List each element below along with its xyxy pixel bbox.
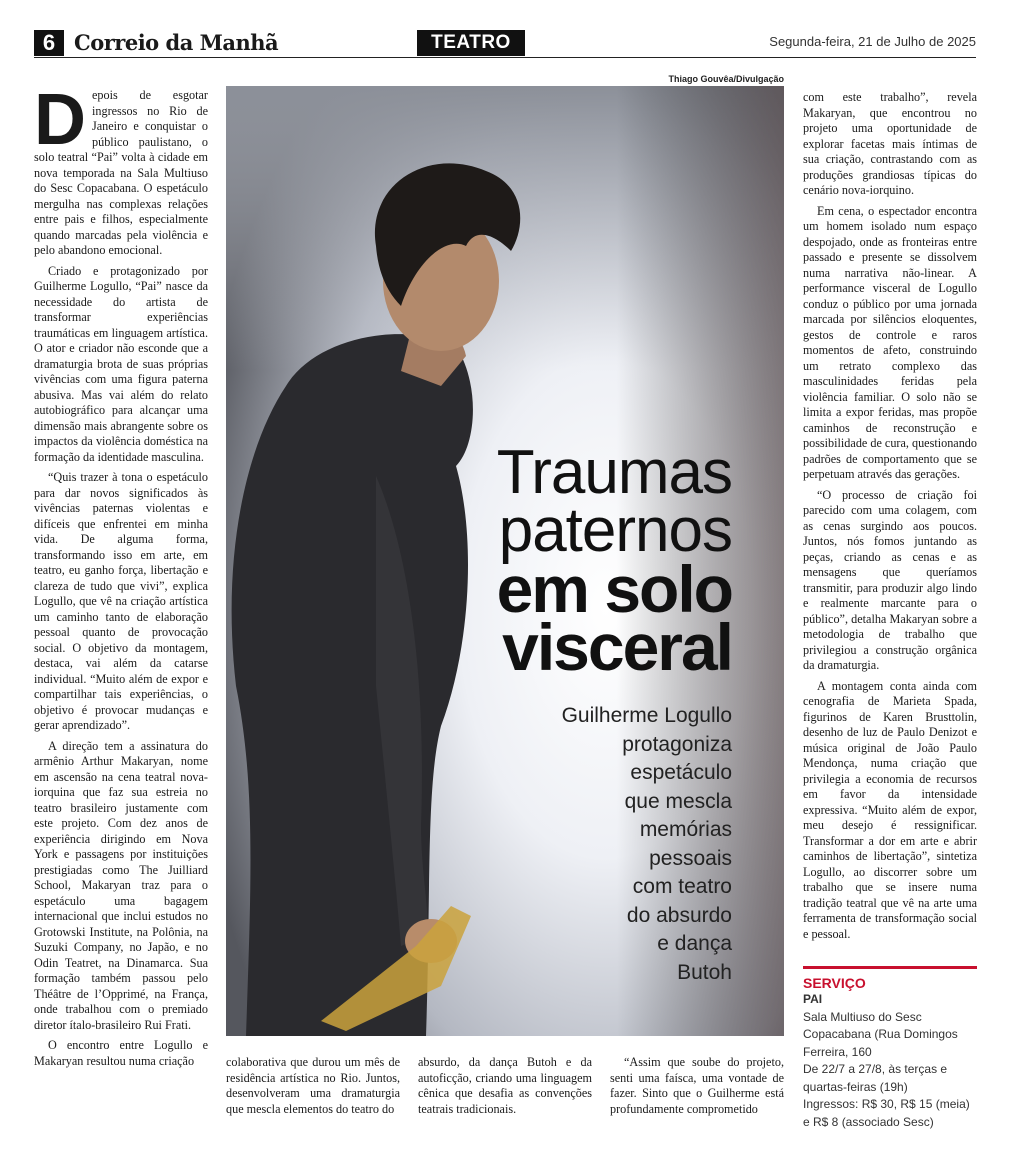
- paragraph: [34, 88, 208, 259]
- article-column-2: colaborativa que durou um mês de residência artística no Rio. Juntos, desenvolveram uma dramaturgia que mescla elementos do teatro do: [226, 1055, 400, 1116]
- paragraph: com este trabalho”, revela Makaryan, que encontrou no projeto uma oportunidade de explorar facetas mais íntimas de sua criação, contrastando com as produções grandiosas típicas do cenário nova-iorquino.: [803, 90, 977, 197]
- paragraph: A montagem conta ainda com cenografia de Marieta Spada, figurinos de Karen Brusttolin, desenho de luz de Paulo Denizot e música original de João Paulo Mendonça, numa criação que privilegia a economia de recursos em favor da intensidade expressiva. “Muito além de expor, meu desejo é ressignificar. Transformar a dor em arte e abrir caminhos de libertação”, sintetiza Logullo, ao discorrer sobre um trabalho que se insere numa tradição teatral que vê na arte uma ferramenta de transformação social e pessoal.: [803, 678, 977, 941]
- paragraph: “Quis trazer à tona o espetáculo para dar novos significados às vivências paternas violentas e difíceis que enfrentei em minha vida. De alguma forma, transformando isso em arte, em teatro, eu ganho força, libertação e clareza de tudo que vivi”, explica Logullo, que vê na criação artística um caminho tanto de elaboração pessoal quanto de provocação social. O objetivo da montagem, destaca, vai além da catarse individual. “Muito além de expor e compartilhar tais experiências, o objetivo é provocar mudanças e gerar aprendizado”.: [34, 470, 208, 732]
- paragraph: Em cena, o espectador encontra um homem isolado num espaço despojado, onde as fronteiras entre passado e presente se dissolvem numa narrativa não-linear. A performance visceral de Logullo conduz o público por uma jornada marcada por silêncios eloquentes, gestos de controle e raros momentos de afeto, construindo um retrato complexo das masculinidades feridas pela violência familiar. O solo não se limita a expor feridas, mas propõe caminhos de reconstrução e possibilidade de cura, questionando padrões de comportamento que se perpetuam através das gerações.: [803, 203, 977, 481]
- subheadline-line: e dança: [657, 932, 732, 955]
- subheadline-line: pessoais: [649, 846, 732, 870]
- subheadline-line: com teatro: [632, 875, 732, 898]
- headline-line: visceral: [502, 610, 732, 684]
- subheadline-line: memórias: [639, 818, 732, 841]
- ticket-info: Ingressos: R$ 30, R$ 15 (meia) e R$ 8 (associado Sesc): [803, 1097, 970, 1129]
- venue-info: Sala Multiuso do Sesc Copacabana (Rua Domingos Ferreira, 160: [803, 1009, 958, 1059]
- issue-date: Segunda-feira, 21 de Julho de 2025: [769, 34, 976, 49]
- subheadline-line: do absurdo: [626, 903, 732, 927]
- page-header: [34, 30, 976, 58]
- subheadline-line: espetáculo: [630, 761, 732, 784]
- drop-cap: D: [34, 88, 86, 160]
- newspaper-name: Correio da Manhã: [74, 30, 279, 55]
- article-column-1: [34, 88, 208, 1138]
- subheadline: [502, 702, 732, 987]
- page-number: 6: [34, 30, 64, 56]
- paragraph: Criado e protagonizado por Guilherme Logullo, “Pai” nasce da necessidade do artista de transformar experiências traumáticas em linguagem artística. O ator e criador não esconde que a dramaturgia brota de suas próprias vivências com uma figura paterna abusiva. Mas vai além do relato autobiográfico para alcançar uma dimensão mais abrangente sobre os impactos da violência doméstica na formação da identidade masculina.: [34, 263, 208, 464]
- show-name: PAI: [803, 992, 823, 1006]
- paragraph-text: epois de esgotar ingressos no Rio de Janeiro e conquistar o público paulistano, o solo teatral “Pai” volta à cidade em nova temporada na Sala Multiuso do Sesc Copacabana. O espetáculo mergulha nas complexas relações entre pais e filhos, especialmente quando marcadas pela violência e pelo abandono emocional.: [34, 88, 208, 257]
- photo-credit: Thiago Gouvêa/Divulgação: [668, 74, 784, 84]
- headline-line: Traumas: [496, 438, 732, 507]
- headline-line: paternos: [498, 496, 732, 565]
- headline-line: em solo: [496, 552, 732, 626]
- service-rule: [803, 966, 977, 969]
- paragraph: A direção tem a assinatura do armênio Arthur Makaryan, nome em ascensão na cena teatral nova-iorquina que faz sua estreia no teatro brasileiro justamente com este projeto. Com dez anos de experiência dirigindo em Nova York e passagens por instituições prestigiadas como The Juilliard School, Makaryan traz para o espetáculo uma bagagem internacional que inclui estudos no Grotowski Institute, na Polônia, na Suzuki Company, no Japão, e no Odin Teatret, na Dinamarca. Sua formação também passou pelo Théâtre de l’Opprimé, na França, onde trabalhou com o premiado diretor ítalo-brasileiro Rui Frati.: [34, 738, 208, 1032]
- paragraph: “O processo de criação foi parecido com uma colagem, com as cenas surgindo aos poucos. Juntos, nós fomos juntando as peças, criando as cenas e as mensagens que queríamos transmitir, para produzir algo lindo e realmente marcante para o público”, detalha Makaryan sobre a metodologia de trabalho que privilegiou a construção orgânica da dramaturgia.: [803, 487, 977, 672]
- subheadline-line: Guilherme Logullo: [561, 704, 732, 727]
- paragraph: O encontro entre Logullo e Makaryan resultou numa criação: [34, 1038, 208, 1068]
- section-label: TEATRO: [417, 30, 525, 56]
- subheadline-line: que mescla: [624, 789, 732, 813]
- header-rule: [34, 57, 976, 58]
- headline: [496, 438, 732, 684]
- subheadline-line: Butoh: [677, 960, 732, 984]
- subheadline-line: protagoniza: [622, 732, 732, 756]
- article-column-5: [803, 90, 977, 960]
- service-box: [803, 966, 977, 1131]
- service-title: SERVIÇO: [803, 975, 866, 991]
- lead-photo: [226, 86, 784, 1036]
- article-column-4: “Assim que soube do projeto, senti uma faísca, uma vontade de fazer. Sinto que o Guilherme está profundamente comprometido: [610, 1055, 784, 1116]
- article-column-3: absurdo, da dança Butoh e da autoficção, criando uma linguagem cênica que desafia as convenções teatrais tradicionais.: [418, 1055, 592, 1116]
- schedule-info: De 22/7 a 27/8, às terças e quartas-feiras (19h): [803, 1062, 948, 1094]
